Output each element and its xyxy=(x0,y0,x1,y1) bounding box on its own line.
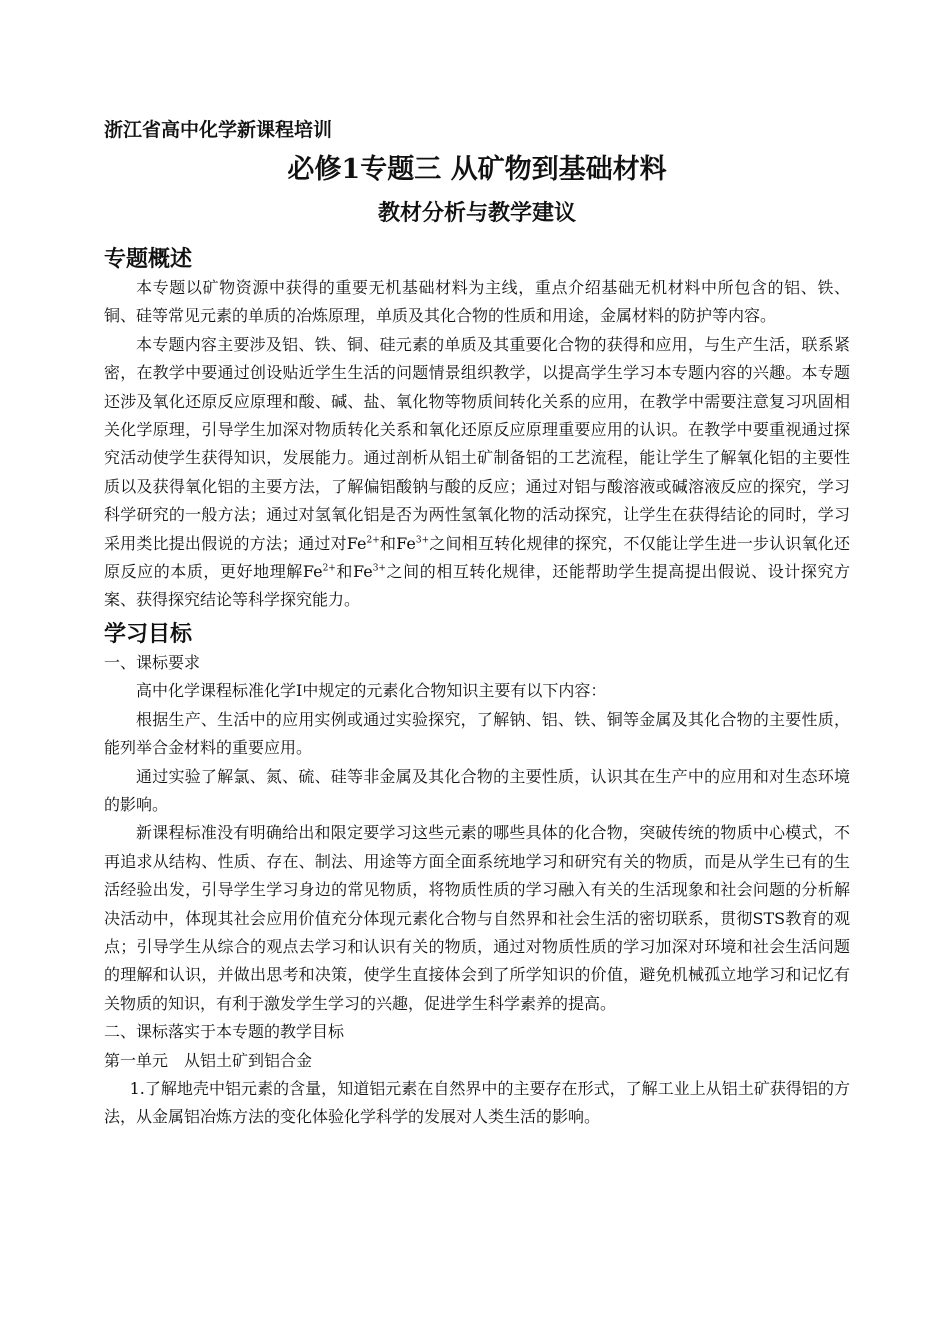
objectives-paragraph-4: 新课程标准没有明确给出和限定要学习这些元素的哪些具体的化合物，突破传统的物质中心模式，不再追求从结构、性质、存在、制法、用途等方面全面系统地学习和研究有关的物质，而是从学生已有的生活经验出发，引导学生学习身边的常见物质，将物质性质的学习融入有关的生活现象和社会问题的分析解决活动中，体现其社会应用价值充分体现元素化合物与自然界和社会生活的密切联系，贯彻STS教育的观点；引导学生从综合的观点去学习和认识有关的物质，通过对物质性质的学习加深对环境和社会生活问题的理解和认识，并做出思考和决策，使学生直接体会到了所学知识的价值，避免机械孤立地学习和记忆有关物质的知识，有利于激发学生学习的兴趣，促进学生科学素养的提高。 xyxy=(104,823,850,1013)
unit-1-item-1: 1.了解地壳中铝元素的含量，知道铝元素在自然界中的主要存在形式，了解工业上从铝土矿获得铝的方法，从金属铝冶炼方法的变化体验化学科学的发展对人类生活的影响。 xyxy=(104,1078,850,1127)
objectives-paragraph-3: 通过实验了解氯、氮、硫、硅等非金属及其化合物的主要性质，认识其在生产中的应用和对生态环境的影响。 xyxy=(104,766,850,814)
fe-symbol: Fe xyxy=(353,562,373,582)
fe3-charge: 3+ xyxy=(415,535,430,546)
overview-paragraph-2 xyxy=(104,331,850,615)
objectives-paragraph-1: 高中化学课程标准化学Ⅰ中规定的元素化合物知识主要有以下内容： xyxy=(136,681,607,701)
fe-symbol: Fe xyxy=(396,533,416,553)
section-1-heading: 一、课标要求 xyxy=(104,652,201,672)
overview-paragraph-2-text-c: 之间的相互转化规律，还能帮助学生提高提出假说、设计探究方案、获得探究结论等科学探究能力。 xyxy=(104,562,850,610)
unit-1-heading: 第一单元 从铝土矿到铝合金 xyxy=(104,1050,313,1070)
overview-paragraph-2-text-b: 之间相互转化规律的探究，不仅能让学生进一步认识氧化还原反应的本质，更好地理解 xyxy=(104,533,850,582)
fe2-charge: 2+ xyxy=(322,563,336,574)
fe3-charge: 3+ xyxy=(372,563,386,574)
conjunction: 和 xyxy=(379,533,397,553)
document-body xyxy=(104,116,850,1132)
overview-paragraph-2-text-a: 本专题内容主要涉及铝、铁、铜、硅元素的单质及其重要化合物的获得和应用，与生产生活，联系紧密，在教学中要通过创设贴近学生生活的问题情景组织教学，以提高学生学习本专题内容的兴趣。本专题还涉及氧化还原反应原理和酸、碱、盐、氧化物等物质间转化关系的应用，在教学中需要注意复习巩固相关化学原理，引导学生加深对物质转化关系和氧化还原反应原理重要应用的认识。在教学中要重视通过探究活动使学生获得知识，发展能力。通过剖析从铝土矿制备铝的工艺流程，能让学生了解氧化铝的主要性质以及获得氧化铝的主要方法，了解偏铝酸钠与酸的反应；通过对铝与酸溶液或碱溶液反应的探究，学习科学研究的一般方法；通过对氢氧化铝是否为两性氢氧化物的活动探究，让学生在获得结论的同时，学习采用类比提出假说的方法；通过对 xyxy=(104,334,850,553)
overview-paragraph-1: 本专题以矿物资源中获得的重要无机基础材料为主线，重点介绍基础无机材料中所包含的铝、铁、铜、硅等常见元素的单质的冶炼原理，单质及其化合物的性质和用途，金属材料的防护等内容。 xyxy=(104,278,850,326)
overview-heading: 专题概述 xyxy=(104,246,193,272)
objectives-paragraph-2: 根据生产、生活中的应用实例或通过实验探究，了解钠、铝、铁、铜等金属及其化合物的主要性质，能列举合金材料的重要应用。 xyxy=(104,709,850,758)
fe-symbol: Fe xyxy=(346,533,367,553)
organization-line: 浙江省高中化学新课程培训 xyxy=(104,119,333,141)
objectives-heading: 学习目标 xyxy=(104,620,193,647)
fe2-charge: 2+ xyxy=(366,535,380,546)
fe-symbol: Fe xyxy=(302,562,323,582)
section-2-heading: 二、课标落实于本专题的教学目标 xyxy=(104,1022,345,1042)
document-subtitle: 教材分析与教学建议 xyxy=(377,200,576,226)
document-title: 必修1专题三 从矿物到基础材料 xyxy=(287,154,667,185)
conjunction: 和 xyxy=(335,562,353,582)
